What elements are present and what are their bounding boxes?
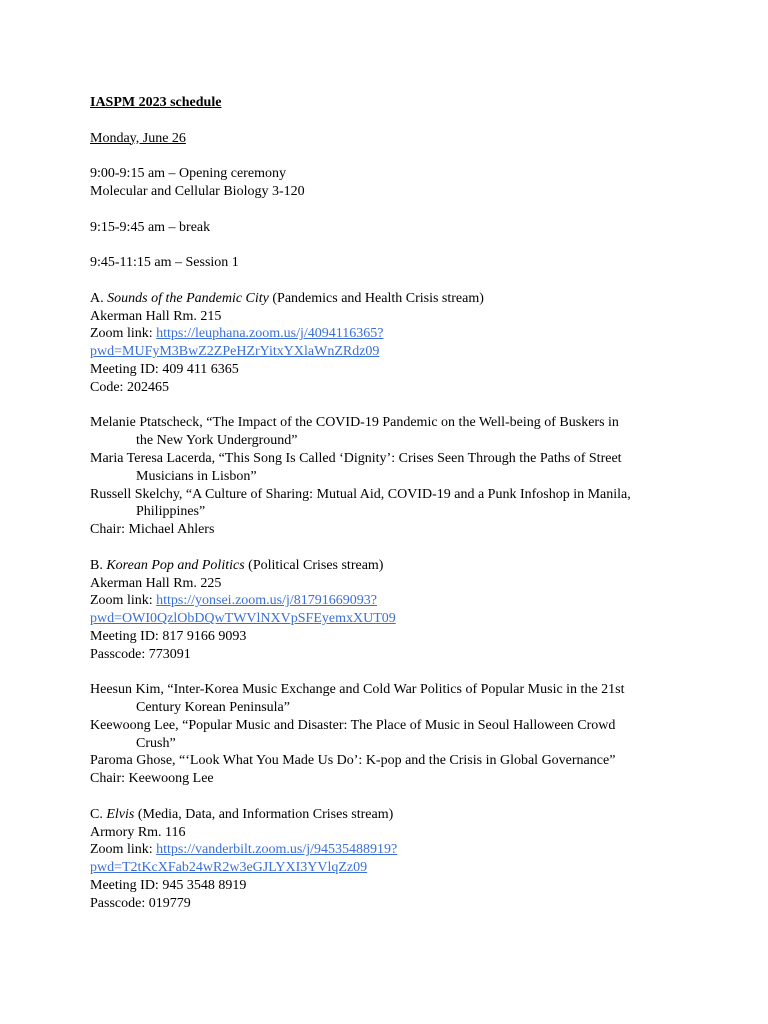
panel-b-chair: Chair: Keewoong Lee — [90, 771, 214, 787]
document-title: IASPM 2023 schedule — [90, 95, 222, 110]
day-heading: Monday, June 26 — [90, 130, 186, 146]
panel-a-stream: (Pandemics and Health Crisis stream) — [268, 290, 484, 306]
panel-b-title: Korean Pop and Politics — [106, 557, 245, 573]
panel-a-paper-2: Maria Teresa Lacerda, “This Song Is Called ‘Dignity’: Crises Seen Through the Paths of Street — [90, 450, 622, 466]
panel-b-heading — [90, 557, 690, 575]
panel-c-zoom-link[interactable]: https://vanderbilt.zoom.us/j/94535488919? — [156, 842, 398, 858]
panel-b-paper-2-cont: Crush” — [136, 735, 176, 751]
panel-c-letter: C. — [90, 806, 107, 822]
panel-a-zoom-link[interactable]: https://leuphana.zoom.us/j/4094116365? — [156, 326, 384, 342]
panel-a-zoom-line — [90, 325, 690, 343]
panel-a-paper-2-cont: Musicians in Lisbon” — [136, 468, 257, 484]
panel-b-room: Akerman Hall Rm. 225 — [90, 575, 222, 591]
panel-c-title: Elvis — [106, 806, 135, 822]
session-1-time: 9:45-11:15 am – Session 1 — [90, 255, 239, 271]
panel-c-room: Armory Rm. 116 — [90, 824, 186, 840]
panel-b-zoom-link[interactable]: https://yonsei.zoom.us/j/81791669093? — [156, 593, 378, 609]
panel-c-zoom-line — [90, 841, 690, 859]
panel-a-title: Sounds of the Pandemic City — [107, 290, 269, 306]
panel-a-paper-3-cont: Philippines” — [136, 504, 206, 520]
schedule-document — [90, 94, 690, 913]
panel-b-zoom-label: Zoom link: — [90, 593, 157, 609]
panel-a-room: Akerman Hall Rm. 215 — [90, 308, 222, 324]
opening-time: 9:00-9:15 am – Opening ceremony — [90, 166, 286, 182]
panel-b-zoom-line — [90, 592, 690, 610]
panel-b-stream: (Political Crises stream) — [244, 557, 384, 573]
panel-b-paper-2: Keewoong Lee, “Popular Music and Disaster: The Place of Music in Seoul Halloween Crowd — [90, 717, 616, 733]
panel-a-paper-1-cont: the New York Underground” — [136, 433, 298, 449]
panel-c-meeting-id: Meeting ID: 945 3548 8919 — [90, 878, 247, 894]
panel-b-paper-1: Heesun Kim, “Inter-Korea Music Exchange and Cold War Politics of Popular Music in the 21st — [90, 682, 625, 698]
panel-a-paper-3: Russell Skelchy, “A Culture of Sharing: Mutual Aid, COVID-19 and a Punk Infoshop in Manila, — [90, 486, 631, 502]
panel-c-zoom-label: Zoom link: — [90, 842, 157, 858]
panel-c-stream: (Media, Data, and Information Crises stream) — [134, 806, 394, 822]
panel-a-heading — [90, 290, 690, 308]
panel-a-paper-1: Melanie Ptatscheck, “The Impact of the COVID-19 Pandemic on the Well-being of Buskers in — [90, 415, 619, 431]
panel-b-zoom-link-cont[interactable]: pwd=OWI0QzlObDQwTWVlNXVpSFEyemxXUT09 — [90, 611, 396, 627]
panel-a-chair: Chair: Michael Ahlers — [90, 522, 215, 538]
panel-b-letter: B. — [90, 557, 107, 573]
panel-b-paper-1-cont: Century Korean Peninsula” — [136, 700, 290, 716]
panel-a-zoom-label: Zoom link: — [90, 326, 157, 342]
panel-a-code: Code: 202465 — [90, 379, 169, 395]
panel-b-paper-3: Paroma Ghose, “‘Look What You Made Us Do’: K-pop and the Crisis in Global Governance” — [90, 753, 616, 769]
panel-a-meeting-id: Meeting ID: 409 411 6365 — [90, 361, 239, 377]
break-time: 9:15-9:45 am – break — [90, 219, 211, 235]
panel-b-meeting-id: Meeting ID: 817 9166 9093 — [90, 628, 247, 644]
panel-a-zoom-link-cont[interactable]: pwd=MUFyM3BwZ2ZPeHZrYitxYXlaWnZRdz09 — [90, 344, 380, 360]
panel-a-letter: A. — [90, 290, 108, 306]
panel-b-passcode: Passcode: 773091 — [90, 646, 191, 662]
panel-c-heading — [90, 806, 690, 824]
opening-location: Molecular and Cellular Biology 3-120 — [90, 183, 305, 199]
panel-c-zoom-link-cont[interactable]: pwd=T2tKcXFab24wR2w3eGJLYXI3YVlqZz09 — [90, 860, 368, 876]
panel-c-passcode: Passcode: 019779 — [90, 895, 191, 911]
